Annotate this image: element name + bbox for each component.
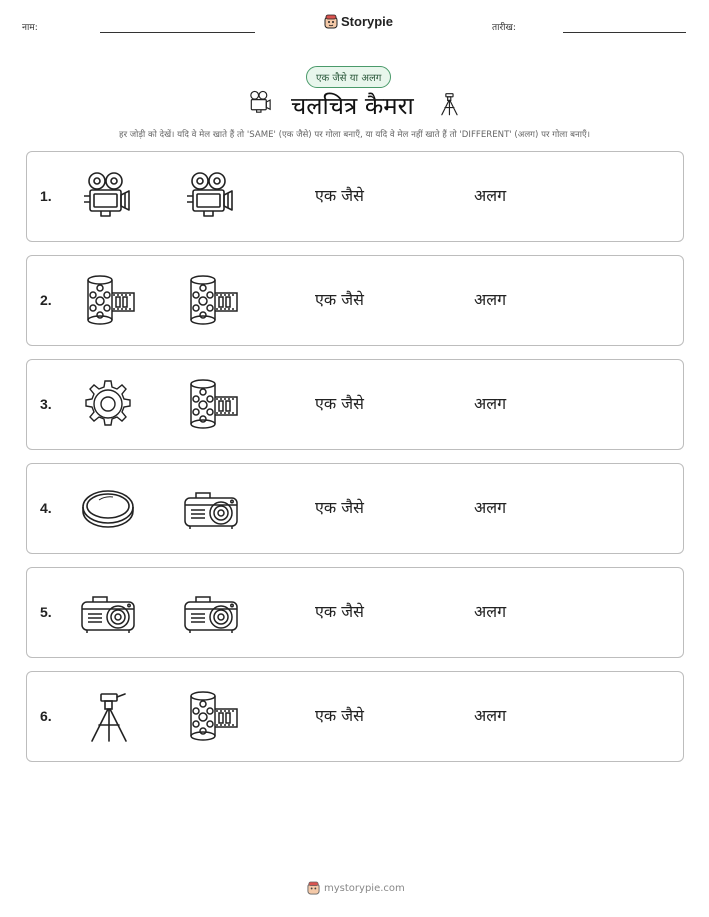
row-number: 2. — [40, 292, 52, 308]
footer — [307, 881, 405, 895]
category-badge: एक जैसे या अलग — [306, 66, 391, 88]
title-camera-icon — [246, 89, 274, 117]
option-different[interactable]: अलग — [474, 706, 507, 725]
option-same[interactable]: एक जैसे — [315, 290, 364, 309]
film-reel-icon — [182, 273, 240, 329]
row-number: 4. — [40, 500, 52, 516]
movie-camera-icon — [79, 169, 137, 225]
option-same[interactable]: एक जैसे — [315, 602, 364, 621]
exercise-row — [26, 463, 684, 554]
name-label: नाम: — [22, 23, 38, 33]
option-different[interactable]: अलग — [474, 394, 507, 413]
gear-icon — [79, 377, 137, 433]
option-different[interactable]: अलग — [474, 498, 507, 517]
option-same[interactable]: एक जैसे — [315, 186, 364, 205]
title-tripod-icon — [436, 89, 462, 119]
projector-icon — [182, 585, 240, 641]
storypie-mascot-icon — [307, 881, 320, 895]
brand-logo — [324, 14, 393, 29]
exercise-row — [26, 567, 684, 658]
exercise-row — [26, 671, 684, 762]
exercise-row — [26, 255, 684, 346]
exercise-row — [26, 359, 684, 450]
option-different[interactable]: अलग — [474, 602, 507, 621]
row-number: 5. — [40, 604, 52, 620]
row-number: 3. — [40, 396, 52, 412]
storypie-mascot-icon — [324, 14, 338, 29]
projector-icon — [79, 585, 137, 641]
movie-camera-icon — [182, 169, 240, 225]
page-title: चलचित्र कैमरा — [291, 92, 414, 120]
instructions: हर जोड़ी को देखें। यदि वे मेल खाते हैं तो 'SAME' (एक जैसे) पर गोला बनाएँ, या यदि वे मेल नहीं खाते हैं तो 'DIFFERENT' (अलग) पर गोला बनाएँ। — [119, 130, 590, 140]
lens-filter-icon — [79, 481, 137, 537]
option-same[interactable]: एक जैसे — [315, 394, 364, 413]
film-reel-icon — [182, 689, 240, 745]
projector-icon — [182, 481, 240, 537]
date-line[interactable] — [563, 32, 686, 33]
option-different[interactable]: अलग — [474, 186, 507, 205]
row-number: 6. — [40, 708, 52, 724]
option-different[interactable]: अलग — [474, 290, 507, 309]
film-reel-icon — [79, 273, 137, 329]
exercise-row — [26, 151, 684, 242]
footer-url[interactable]: mystorypie.com — [324, 882, 405, 894]
film-reel-icon — [182, 377, 240, 433]
tripod-icon — [79, 689, 137, 745]
date-label: तारीख: — [492, 23, 516, 33]
option-same[interactable]: एक जैसे — [315, 706, 364, 725]
brand-name: Storypie — [341, 14, 394, 29]
row-number: 1. — [40, 188, 52, 204]
option-same[interactable]: एक जैसे — [315, 498, 364, 517]
name-line[interactable] — [100, 32, 255, 33]
